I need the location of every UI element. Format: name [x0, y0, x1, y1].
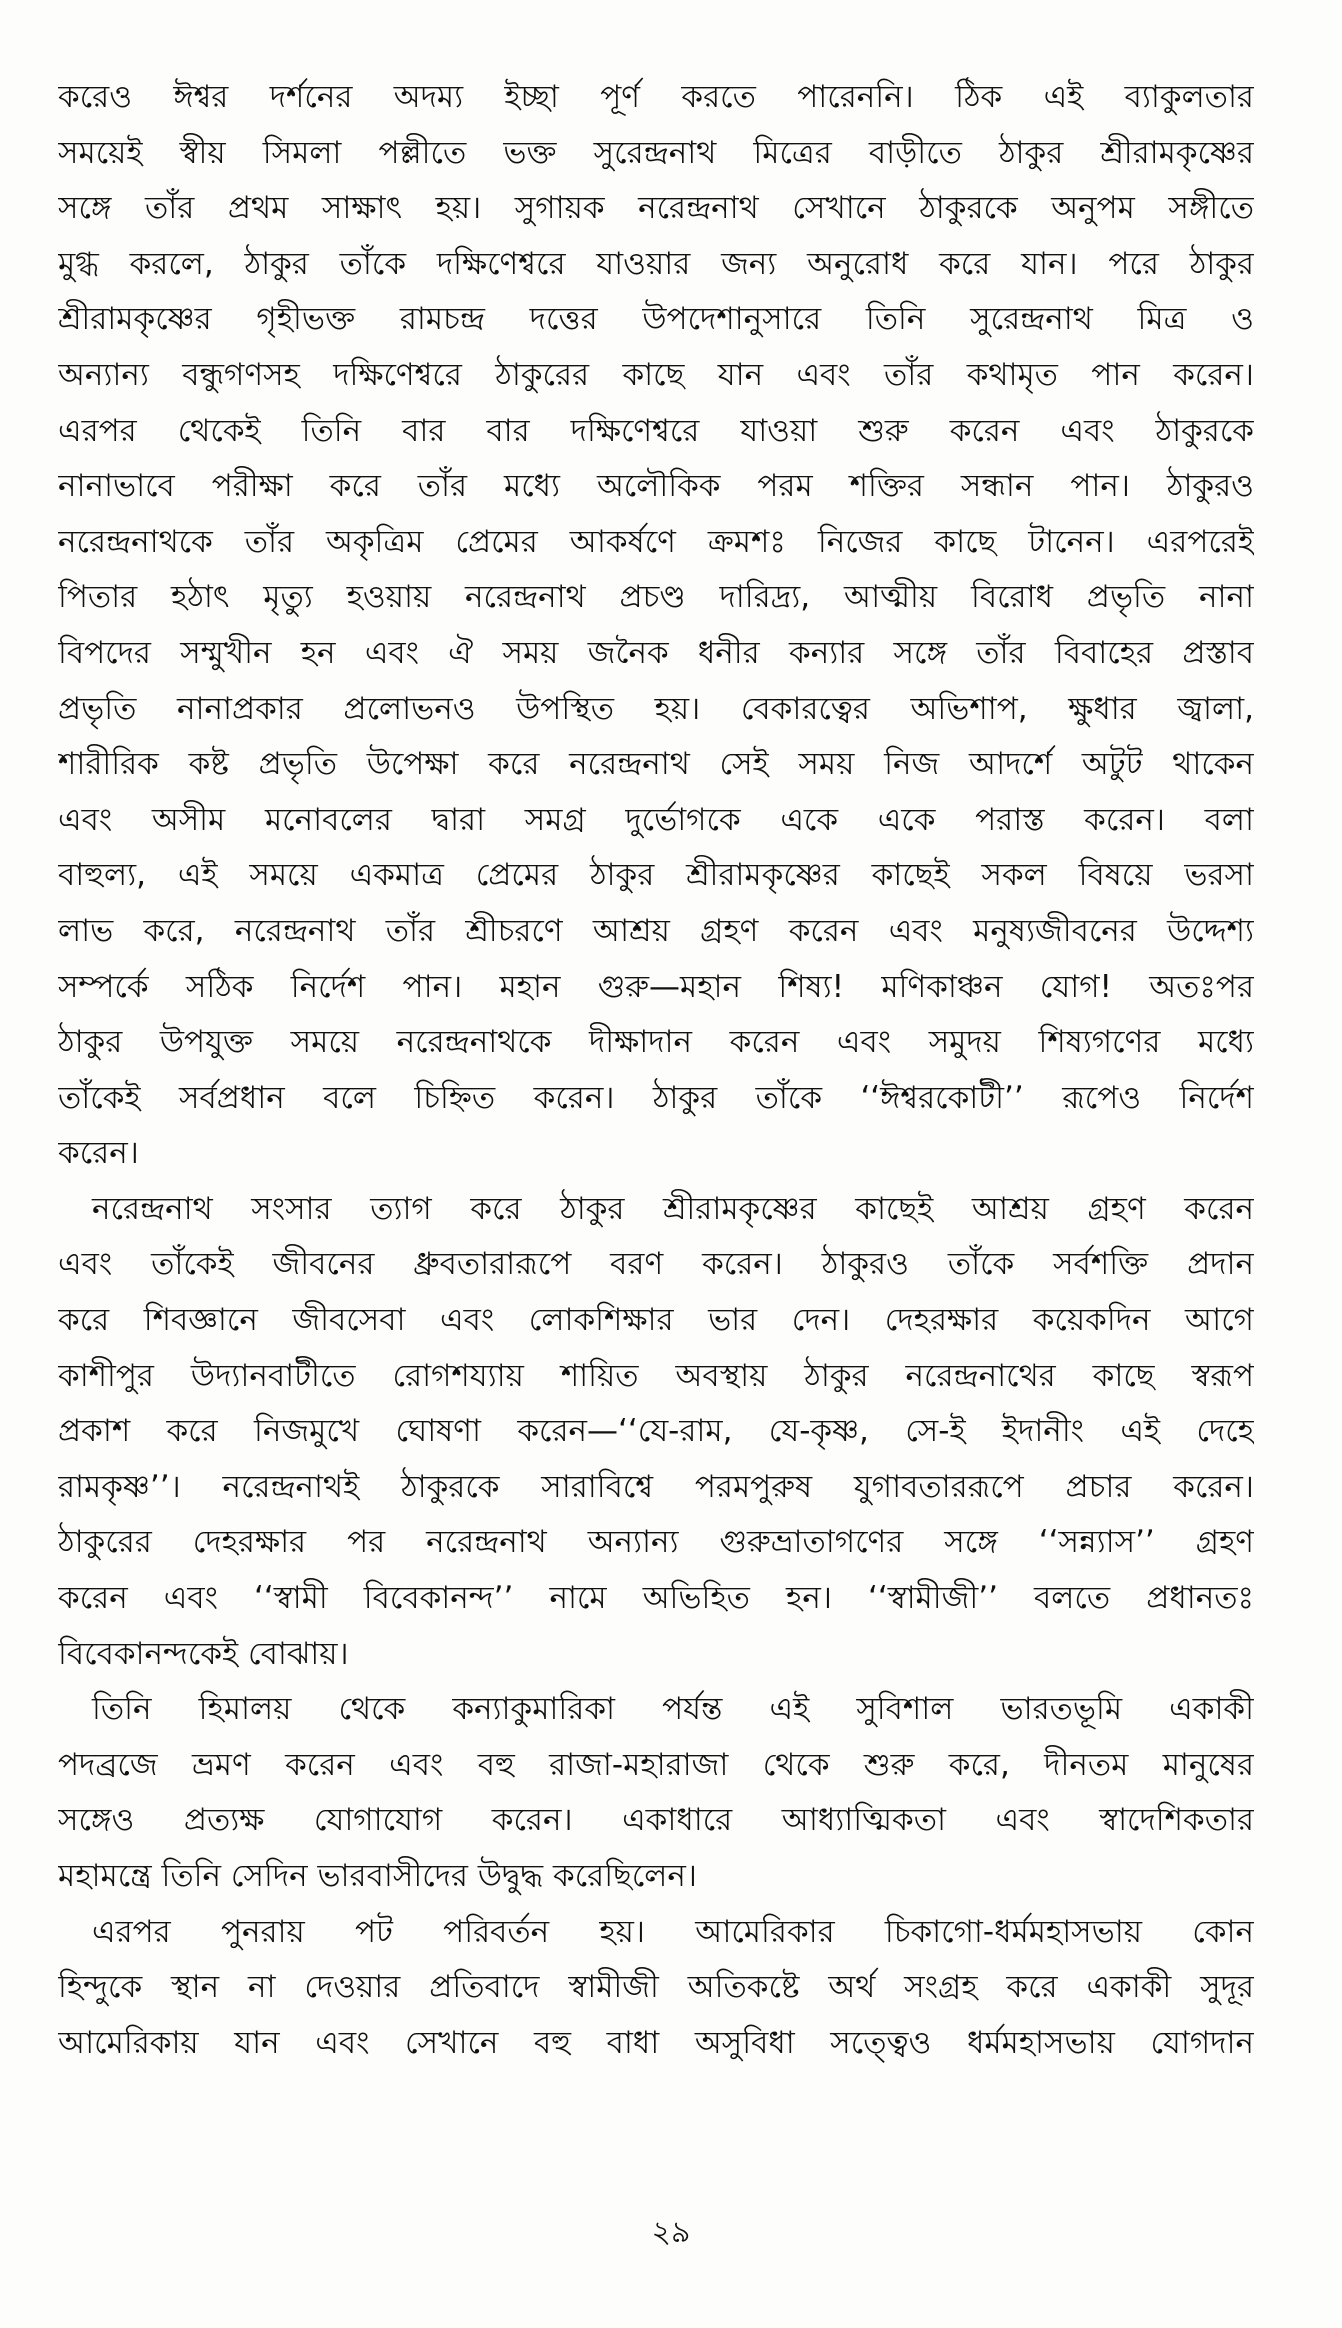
- text-line: করে শিবজ্ঞানে জীবসেবা এবং লোকশিক্ষার ভার দেন। দেহরক্ষার কয়েকদিন আগে: [58, 1302, 1254, 1339]
- text-line: নানাভাবে পরীক্ষা করে তাঁর মধ্যে অলৌকিক পরম শক্তির সন্ধান পান। ঠাকুরও: [58, 468, 1254, 505]
- text-line: বাহুল্য, এই সময়ে একমাত্র প্রেমের ঠাকুর শ্রীরামকৃষ্ণের কাছেই সকল বিষয়ে ভরসা: [58, 857, 1254, 894]
- page-number: ২৯: [651, 2215, 691, 2250]
- text-line: পদব্রজে ভ্রমণ করেন এবং বহু রাজা-মহারাজা থেকে শুরু করে, দীনতম মানুষের: [58, 1746, 1254, 1783]
- text-line: রামকৃষ্ণ’’। নরেন্দ্রনাথই ঠাকুরকে সারাবিশ্বে পরমপুরুষ যুগাবতাররূপে প্রচার করেন।: [58, 1468, 1254, 1505]
- body-text: [58, 70, 1254, 2071]
- text-line: সঙ্গেও প্রত্যক্ষ যোগাযোগ করেন। একাধারে আধ্যাত্মিকতা এবং স্বাদেশিকতার: [58, 1802, 1254, 1839]
- text-line: তাঁকেই সর্বপ্রধান বলে চিহ্নিত করেন। ঠাকুর তাঁকে ‘‘ঈশ্বরকোটী’’ রূপেও নির্দেশ: [58, 1079, 1254, 1116]
- text-line: আমেরিকায় যান এবং সেখানে বহু বাধা অসুবিধা সত্ত্বেও ধর্মমহাসভায় যোগদান: [58, 2024, 1254, 2061]
- text-line: সঙ্গে তাঁর প্রথম সাক্ষাৎ হয়। সুগায়ক নরেন্দ্রনাথ সেখানে ঠাকুরকে অনুপম সঙ্গীতে: [58, 190, 1254, 227]
- text-line: প্রভৃতি নানাপ্রকার প্রলোভনও উপস্থিত হয়। বেকারত্বের অভিশাপ, ক্ষুধার জ্বালা,: [58, 690, 1254, 727]
- text-line: করেন।: [58, 1135, 139, 1172]
- paragraph: [58, 1905, 1254, 2072]
- text-line: এরপর পুনরায় পট পরিবর্তন হয়। আমেরিকার চিকাগো-ধর্মমহাসভায় কোন: [92, 1913, 1254, 1950]
- text-line: অন্যান্য বন্ধুগণসহ দক্ষিণেশ্বরে ঠাকুরের কাছে যান এবং তাঁর কথামৃত পান করেন।: [58, 356, 1254, 393]
- text-line: বিপদের সম্মুখীন হন এবং ঐ সময় জনৈক ধনীর কন্যার সঙ্গে তাঁর বিবাহের প্রস্তাব: [58, 634, 1254, 671]
- text-line: লাভ করে, নরেন্দ্রনাথ তাঁর শ্রীচরণে আশ্রয় গ্রহণ করেন এবং মনুষ্যজীবনের উদ্দেশ্য: [58, 912, 1254, 949]
- text-line: এবং তাঁকেই জীবনের ধ্রুবতারারূপে বরণ করেন। ঠাকুরও তাঁকে সর্বশক্তি প্রদান: [58, 1246, 1254, 1283]
- text-line: মুগ্ধ করলে, ঠাকুর তাঁকে দক্ষিণেশ্বরে যাওয়ার জন্য অনুরোধ করে যান। পরে ঠাকুর: [58, 245, 1254, 282]
- text-line: শ্রীরামকৃষ্ণের গৃহীভক্ত রামচন্দ্র দত্তের উপদেশানুসারে তিনি সুরেন্দ্রনাথ মিত্র ও: [58, 301, 1254, 338]
- text-line: তিনি হিমালয় থেকে কন্যাকুমারিকা পর্যন্ত এই সুবিশাল ভারতভূমি একাকী: [92, 1691, 1254, 1728]
- text-line: নরেন্দ্রনাথ সংসার ত্যাগ করে ঠাকুর শ্রীরামকৃষ্ণের কাছেই আশ্রয় গ্রহণ করেন: [92, 1190, 1254, 1227]
- text-line: সম্পর্কে সঠিক নির্দেশ পান। মহান গুরু—মহান শিষ্য! মণিকাঞ্চন যোগ! অতঃপর: [58, 968, 1254, 1005]
- text-line: শারীরিক কষ্ট প্রভৃতি উপেক্ষা করে নরেন্দ্রনাথ সেই সময় নিজ আদর্শে অটুট থাকেন: [58, 746, 1254, 783]
- text-line: পিতার হঠাৎ মৃত্যু হওয়ায় নরেন্দ্রনাথ প্রচণ্ড দারিদ্র্য, আত্মীয় বিরোধ প্রভৃতি নানা: [58, 579, 1254, 616]
- text-line: কাশীপুর উদ্যানবাটীতে রোগশয্যায় শায়িত অবস্থায় ঠাকুর নরেন্দ্রনাথের কাছে স্বরূপ: [58, 1357, 1254, 1394]
- text-line: হিন্দুকে স্থান না দেওয়ার প্রতিবাদে স্বামীজী অতিকষ্টে অর্থ সংগ্রহ করে একাকী সুদূর: [58, 1969, 1254, 2006]
- text-line: ঠাকুরের দেহরক্ষার পর নরেন্দ্রনাথ অন্যান্য গুরুভ্রাতাগণের সঙ্গে ‘‘সন্ন্যাস’’ গ্রহণ: [58, 1524, 1254, 1561]
- paragraph: [58, 70, 1254, 1182]
- text-line: বিবেকানন্দকেই বোঝায়।: [58, 1635, 349, 1672]
- text-line: প্রকাশ করে নিজমুখে ঘোষণা করেন—‘‘যে-রাম, যে-কৃষ্ণ, সে-ই ইদানীং এই দেহে: [58, 1413, 1254, 1450]
- text-line: সময়েই স্বীয় সিমলা পল্লীতে ভক্ত সুরেন্দ্রনাথ মিত্রের বাড়ীতে ঠাকুর শ্রীরামকৃষ্ণের: [58, 134, 1254, 171]
- text-line: এরপর থেকেই তিনি বার বার দক্ষিণেশ্বরে যাওয়া শুরু করেন এবং ঠাকুরকে: [58, 412, 1254, 449]
- paragraph: [58, 1682, 1254, 1904]
- text-line: এবং অসীম মনোবলের দ্বারা সমগ্র দুর্ভোগকে একে একে পরাস্ত করেন। বলা: [58, 801, 1254, 838]
- text-line: করেন এবং ‘‘স্বামী বিবেকানন্দ’’ নামে অভিহিত হন। ‘‘স্বামীজী’’ বলতে প্রধানতঃ: [58, 1580, 1254, 1617]
- text-line: ঠাকুর উপযুক্ত সময়ে নরেন্দ্রনাথকে দীক্ষাদান করেন এবং সমুদয় শিষ্যগণের মধ্যে: [58, 1024, 1254, 1061]
- text-line: নরেন্দ্রনাথকে তাঁর অকৃত্রিম প্রেমের আকর্ষণে ক্রমশঃ নিজের কাছে টানেন। এরপরেই: [58, 523, 1254, 560]
- paragraph: [58, 1182, 1254, 1682]
- text-line: মহামন্ত্রে তিনি সেদিন ভারবাসীদের উদ্বুদ্ধ করেছিলেন।: [58, 1858, 697, 1894]
- text-line: করেও ঈশ্বর দর্শনের অদম্য ইচ্ছা পূর্ণ করতে পারেননি। ঠিক এই ব্যাকুলতার: [58, 79, 1254, 115]
